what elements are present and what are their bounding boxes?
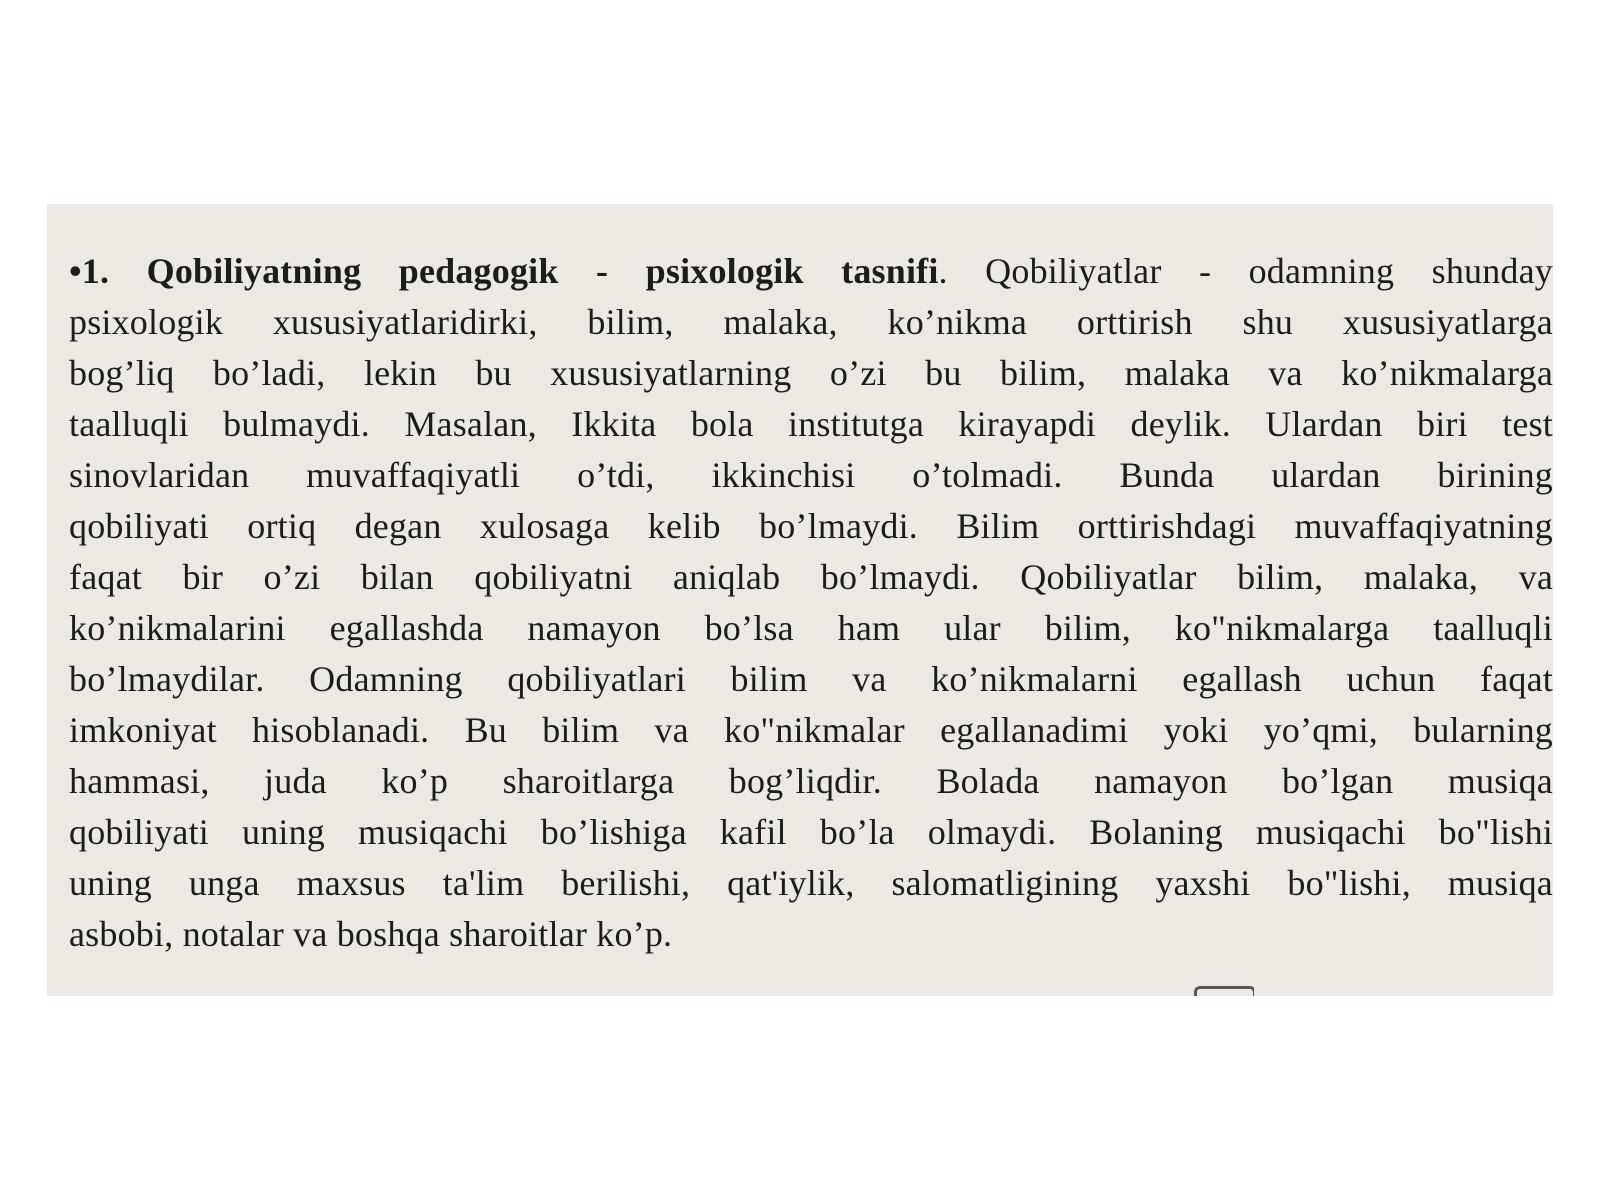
paragraph-line-2: psixologik xususiyatlaridirki, bilim, malaka, ko’nikma orttirish shu xususiyatlarga bbox=[69, 302, 1553, 342]
paragraph-line-8: ko’nikmalarini egallashda namayon bo’lsa ham ular bilim, ko"nikmalarga taalluqli bbox=[69, 608, 1553, 648]
paragraph-line-12: qobiliyati uning musiqachi bo’lishiga kafil bo’la olmaydi. Bolaning musiqachi bo"lishi bbox=[69, 812, 1553, 852]
paragraph-line-11: hammasi, juda ko’p sharoitlarga bog’liqdir. Bolada namayon bo’lgan musiqa bbox=[69, 761, 1553, 801]
paragraph-line-4: taalluqli bulmaydi. Masalan, Ikkita bola institutga kirayapdi deylik. Ulardan biri test bbox=[69, 404, 1553, 444]
line-1-text: Qobiliyatlar - odamning shunday bbox=[947, 251, 1553, 291]
heading-period: . bbox=[938, 251, 948, 291]
paragraph-line-13: uning unga maxsus ta'lim berilishi, qat'iylik, salomatligining yaxshi bo"lishi, musiqa bbox=[69, 863, 1553, 903]
section-heading: •1. Qobiliyatning pedagogik - psixologik tasnifi bbox=[69, 251, 939, 291]
paragraph-line-7: faqat bir o’zi bilan qobiliyatni aniqlab bo’lmaydi. Qobiliyatlar bilim, malaka, va bbox=[69, 557, 1553, 597]
scanned-text-panel bbox=[47, 204, 1553, 996]
paragraph-line-5: sinovlaridan muvaffaqiyatli o’tdi, ikkinchisi o’tolmadi. Bunda ulardan birining bbox=[69, 455, 1553, 495]
paragraph-line-9: bo’lmaydilar. Odamning qobiliyatlari bilim va ko’nikmalarni egallash uchun faqat bbox=[69, 659, 1553, 699]
paragraph-line-6: qobiliyati ortiq degan xulosaga kelib bo’lmaydi. Bilim orttirishdagi muvaffaqiyatning bbox=[69, 506, 1553, 546]
paragraph-line-10: imkoniyat hisoblanadi. Bu bilim va ko"nikmalar egallanadimi yoki yo’qmi, bularning bbox=[69, 710, 1553, 750]
partial-icon-fragment-icon bbox=[1194, 986, 1254, 996]
paragraph-line-1 bbox=[69, 246, 1553, 297]
paragraph-line-3: bog’liq bo’ladi, lekin bu xususiyatlarning o’zi bu bilim, malaka va ko’nikmalarga bbox=[69, 353, 1553, 393]
paragraph-line-14: asbobi, notalar va boshqa sharoitlar ko’p. bbox=[69, 914, 673, 954]
document-paragraph bbox=[69, 246, 1553, 960]
fragment-outline bbox=[1194, 986, 1254, 996]
